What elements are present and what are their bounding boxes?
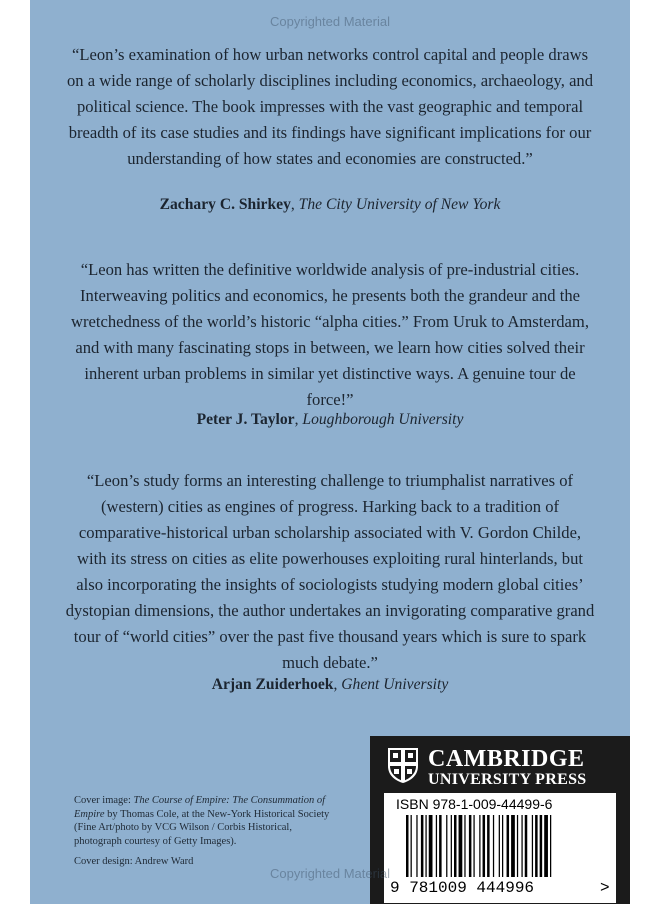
blurb-author: Zachary C. Shirkey: [159, 196, 291, 213]
blurb-quote: “Leon has written the definitive worldwide analysis of pre-industrial cities. Interweaving politics and economics, he presents both the grandeur and the wretchedness of the world’s historic “alpha cities.” From Uruk to Amsterdam, and with many fascinating stops in between, we learn how cities solved their inherent urban problems in similar yet distinctive ways. A genuine tour de force!”: [71, 260, 589, 409]
blurb-affiliation: Loughborough University: [302, 411, 464, 428]
back-cover: [30, 0, 630, 904]
blurb-author: Arjan Zuiderhoek: [211, 676, 334, 693]
blurb-quote: “Leon’s examination of how urban networks control capital and people draws on a wide range of scholarly disciplines including economics, archaeology, and political science. The book impresses with the vast geographic and temporal breadth of its case studies and its findings have significant implications for our understanding of how states and economies are constructed.”: [66, 45, 594, 168]
blurb-attribution: Arjan Zuiderhoek, Ghent University: [211, 676, 449, 693]
isbn-label: ISBN 978-1-009-44499-6: [396, 796, 553, 812]
barcode-panel: ISBN 978-1-009-44499-6 9 781009 444996 >: [384, 793, 616, 903]
cover-image-credit: Cover image: The Course of Empire: The Consummation of Empire by Thomas Cole, at the New-York Historical Society (Fine Art/photo by VCG Wilson / Corbis Historical, photograph courtesy of Getty Images).: [74, 795, 330, 847]
cover-credits: [74, 794, 334, 876]
painting-title: The Course of Empire: The Consummation of Empire: [74, 795, 326, 820]
watermark-top: Copyrighted Material: [270, 14, 390, 29]
publisher-name: CAMBRIDGE: [428, 746, 585, 772]
blurb-quote: “Leon’s study forms an interesting challenge to triumphalist narratives of (western) cities as engines of progress. Harking back to a tradition of comparative-historical urban scholarship associated with V. Gordon Childe, with its stress on cities as elite powerhouses exploiting rural hinterlands, but also incorporating the insights of sociologists studying modern global cities’ dystopian dimensions, the author undertakes an invigorating comparative grand tour of “world cities” over the past five thousand years which is sure to spark much debate.”: [65, 471, 595, 672]
watermark-bottom: Copyrighted Material: [270, 866, 390, 881]
cover-design-credit: Cover design: Andrew Ward: [74, 856, 194, 867]
blurb-affiliation: The City University of New York: [298, 196, 501, 213]
blurb-attribution: Peter J. Taylor, Loughborough University: [196, 411, 464, 428]
blurb-attribution: Zachary C. Shirkey, The City University of New York: [159, 196, 501, 213]
cambridge-crest-icon: [386, 746, 420, 784]
publisher-subtitle: UNIVERSITY PRESS: [428, 771, 587, 788]
blurb-author: Peter J. Taylor: [196, 411, 295, 428]
blurb-affiliation: Ghent University: [341, 676, 449, 693]
